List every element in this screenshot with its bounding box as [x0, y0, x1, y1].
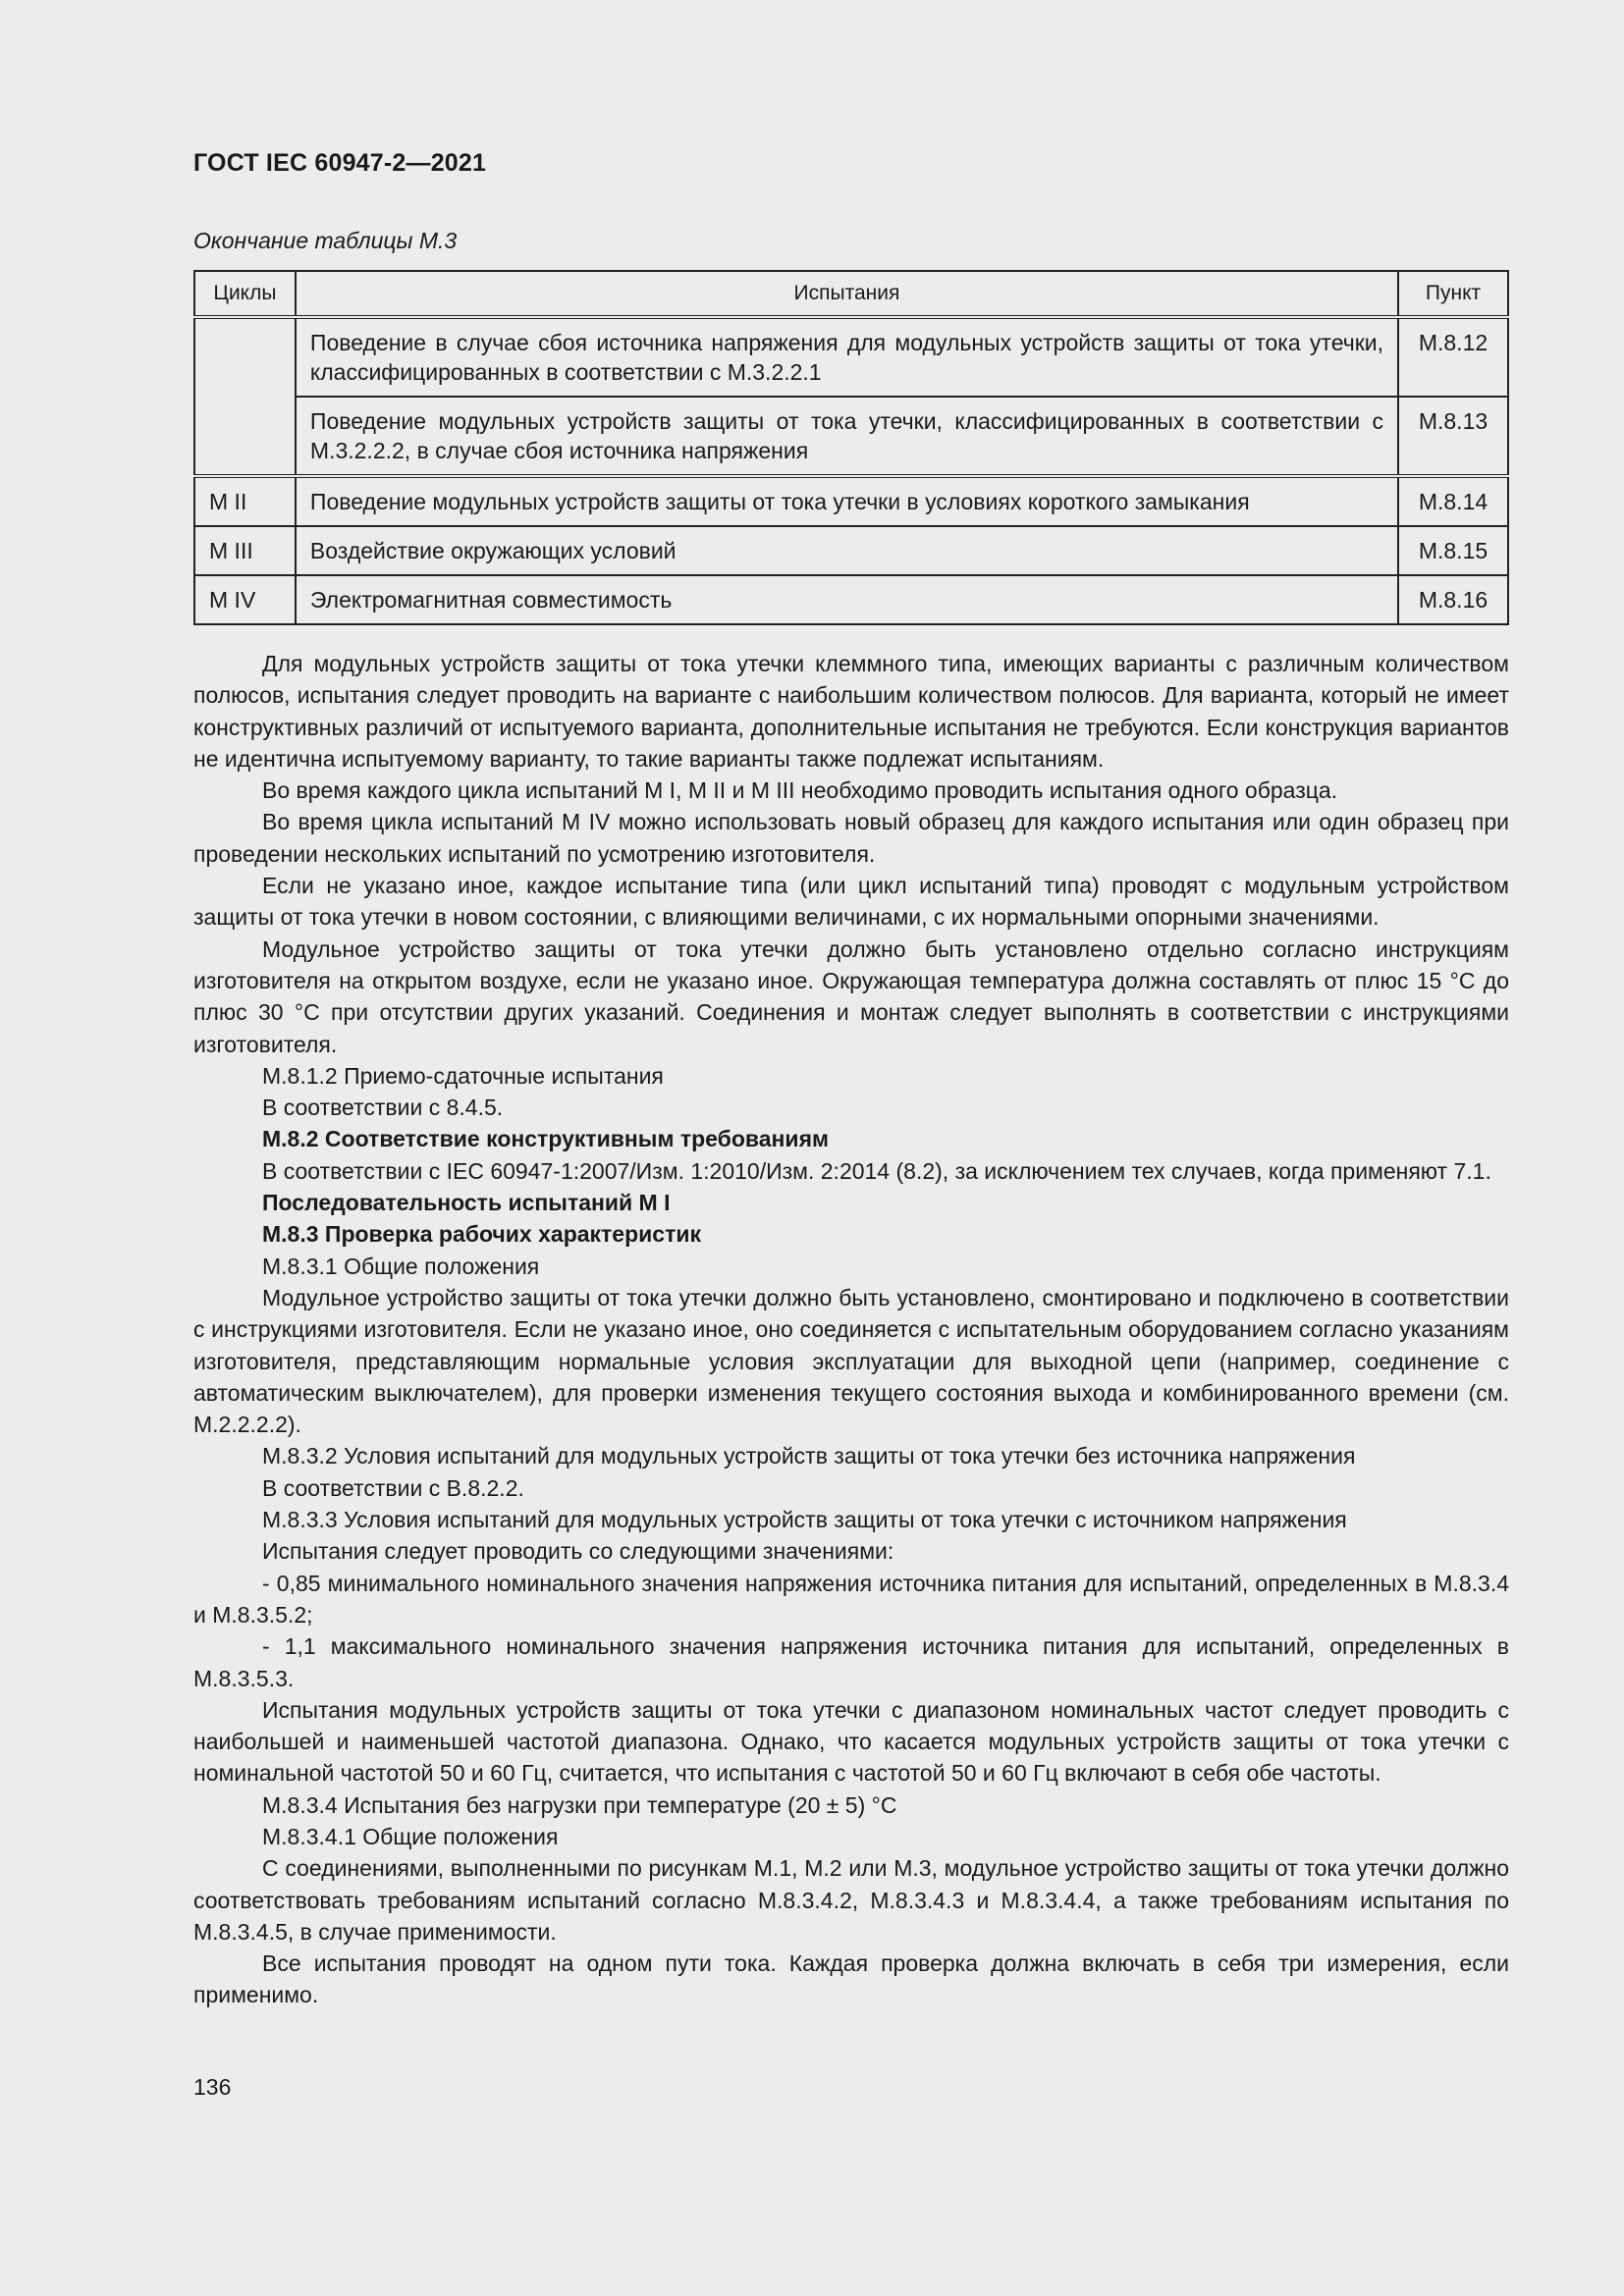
clause-cell: М.8.16: [1398, 575, 1508, 624]
paragraph: Для модульных устройств защиты от тока утечки клеммного типа, имеющих варианты с различным количеством полюсов, испытания следует проводить на варианте с наибольшим количеством полюсов. Для варианта, который не имеет конструктивных различий от испытуемого варианта, дополнительные испытания не требуются. Если конструкция вариантов не идентична испытуемому варианту, то такие варианты также подлежат испытаниям.: [193, 651, 1509, 772]
paragraph: Модульное устройство защиты от тока утечки должно быть установлено, смонтировано и подключено в соответствии с инструкциями изготовителя. Если не указано иное, оно соединяется с испытательным оборудованием согласно указаниям изготовителя, представляющим нормальные условия эксплуатации для выходной цепи (например, соединение с автоматическим выключателем), для проверки изменения текущего состояния выхода и комбинированного времени (см. М.2.2.2.2).: [193, 1284, 1509, 1438]
subsection-heading: М.8.3.4 Испытания без нагрузки при температуре (20 ± 5) °С: [262, 1791, 897, 1818]
paragraph: Если не указано иное, каждое испытание типа (или цикл испытаний типа) проводят с модульным устройством защиты от тока утечки в новом состоянии, с влияющими величинами, с их нормальными опорными значениями.: [193, 873, 1509, 931]
paragraph: В соответствии с В.8.2.2.: [262, 1474, 524, 1501]
clause-cell: М.8.12: [1398, 317, 1508, 397]
table-header-row: [194, 271, 1508, 317]
clause-cell: М.8.15: [1398, 526, 1508, 575]
paragraph: Испытания следует проводить со следующими значениями:: [262, 1538, 894, 1565]
test-cell: Поведение модульных устройств защиты от тока утечки, классифицированных в соответствии с М.3.2.2.2, в случае сбоя источника напряжения: [296, 397, 1398, 476]
subsection-heading: М.8.3.2 Условия испытаний для модульных устройств защиты от тока утечки без источника напряжения: [262, 1443, 1356, 1469]
test-cell: Поведение в случае сбоя источника напряжения для модульных устройств защиты от тока утечки, классифицированных в соответствии с М.3.2.2.1: [296, 317, 1398, 397]
table-caption: Окончание таблицы М.3: [193, 228, 458, 253]
body-text: [193, 648, 1509, 2011]
subsection-heading: М.8.3.4.1 Общие положения: [262, 1823, 559, 1849]
table-row: [194, 575, 1508, 624]
test-cell: Воздействие окружающих условий: [296, 526, 1398, 575]
paragraph: Испытания модульных устройств защиты от тока утечки с диапазоном номинальных частот следует проводить с наибольшей и наименьшей частотой диапазона. Однако, что касается модульных устройств защиты от тока утечки с номинальной частотой 50 и 60 Гц, считается, что испытания с частотой 50 и 60 Гц включают в себя обе частоты.: [193, 1696, 1509, 1787]
paragraph: Во время цикла испытаний М IV можно использовать новый образец для каждого испытания или один образец при проведении нескольких испытаний по усмотрению изготовителя.: [193, 809, 1509, 867]
sequence-heading: Последовательность испытаний М I: [262, 1190, 671, 1216]
paragraph: В соответствии с IEC 60947-1:2007/Изм. 1:2010/Изм. 2:2014 (8.2), за исключением тех случаев, когда применяют 7.1.: [262, 1157, 1491, 1184]
paragraph: Во время каждого цикла испытаний М I, М II и М III необходимо проводить испытания одного образца.: [262, 777, 1338, 804]
paragraph: С соединениями, выполненными по рисункам М.1, М.2 или М.3, модульное устройство защиты от тока утечки должно соответствовать требованиям испытаний согласно М.8.3.4.2, М.8.3.4.3 и М.8.3.4.4, а также требованиям испытания по М.8.3.4.5, в случае применимости.: [193, 1855, 1509, 1945]
table-row: [194, 476, 1508, 526]
list-item: - 0,85 минимального номинального значения напряжения источника питания для испытаний, определенных в М.8.3.4 и М.8.3.5.2;: [193, 1570, 1509, 1628]
subsection-heading: М.8.3.3 Условия испытаний для модульных устройств защиты от тока утечки с источником напряжения: [262, 1507, 1347, 1533]
test-cycles-table: [193, 270, 1509, 625]
cycle-cell: М III: [194, 526, 296, 575]
section-heading: М.8.3 Проверка рабочих характеристик: [262, 1221, 701, 1248]
column-header-tests: Испытания: [296, 271, 1398, 317]
cycle-cell: М II: [194, 476, 296, 526]
paragraph: Все испытания проводят на одном пути тока. Каждая проверка должна включать в себя три измерения, если применимо.: [193, 1950, 1509, 2008]
column-header-cycles: Циклы: [194, 271, 296, 317]
paragraph: В соответствии с 8.4.5.: [262, 1095, 504, 1121]
table-row: [194, 397, 1508, 476]
clause-cell: М.8.14: [1398, 476, 1508, 526]
cycle-cell-empty: [194, 317, 296, 476]
page-number: 136: [193, 2074, 232, 2100]
table-row: [194, 317, 1508, 397]
subsection-heading: М.8.3.1 Общие положения: [262, 1253, 540, 1279]
table-row: [194, 526, 1508, 575]
section-heading: М.8.2 Соответствие конструктивным требованиям: [262, 1126, 829, 1152]
clause-cell: М.8.13: [1398, 397, 1508, 476]
cycle-cell: М IV: [194, 575, 296, 624]
paragraph: Модульное устройство защиты от тока утечки должно быть установлено отдельно согласно инструкциям изготовителя на открытом воздухе, если не указано иное. Окружающая температура должна составлять от плюс 15 °С до плюс 30 °С при отсутствии других указаний. Соединения и монтаж следует выполнять в соответствии с инструкциями изготовителя.: [193, 935, 1509, 1057]
test-cell: Поведение модульных устройств защиты от тока утечки в условиях короткого замыкания: [296, 476, 1398, 526]
subsection-heading: М.8.1.2 Приемо-сдаточные испытания: [262, 1062, 664, 1089]
test-cell: Электромагнитная совместимость: [296, 575, 1398, 624]
list-item: - 1,1 максимального номинального значения напряжения источника питания для испытаний, определенных в М.8.3.5.3.: [193, 1633, 1509, 1691]
column-header-clause: Пункт: [1398, 271, 1508, 317]
document-header: ГОСТ IEC 60947-2—2021: [193, 149, 487, 177]
